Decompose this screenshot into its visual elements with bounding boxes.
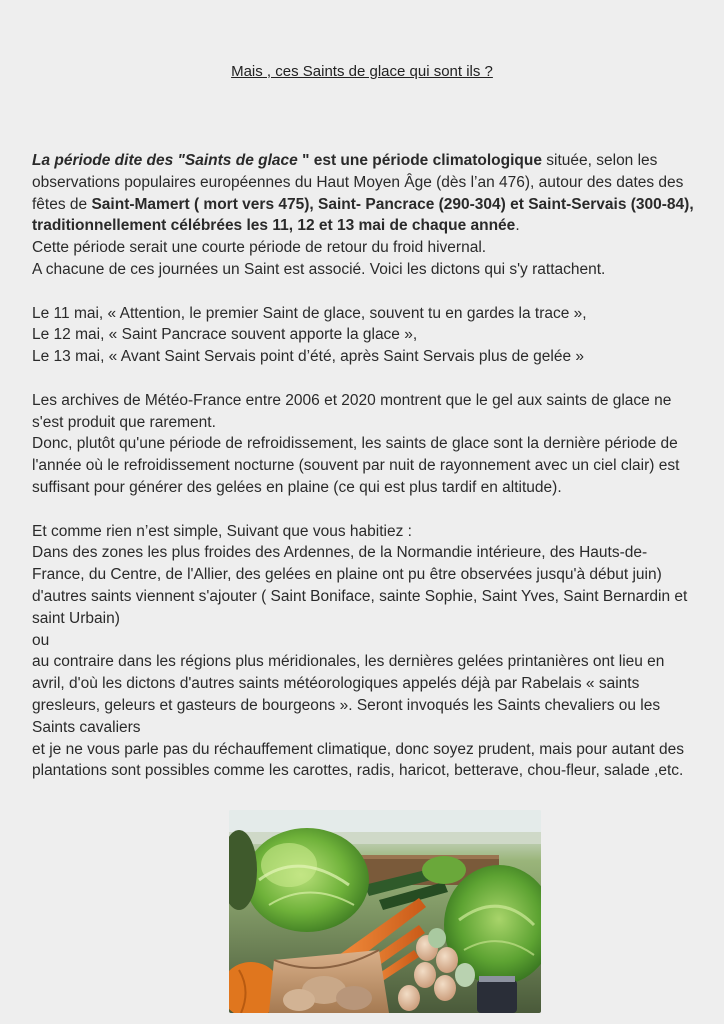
dicton-line: Le 13 mai, « Avant Saint Servais point d’été, après Saint Servais plus de gelée » <box>32 348 585 366</box>
spacer <box>32 368 696 390</box>
regions-paragraph: Et comme rien n’est simple, Suivant que vous habitiez : <box>32 522 412 540</box>
intro-saints: Saint-Mamert ( mort vers 475), Saint- Pancrace (290-304) et Saint-Servais (300-84), traditionnellement célébrées les 11, 12 et 13 mai de chaque année <box>32 195 694 235</box>
dicton-line: Le 11 mai, « Attention, le premier Saint de glace, souvent tu en gardes la trace », <box>32 304 587 322</box>
archives-paragraph: Donc, plutôt qu'une période de refroidissement, les saints de glace sont la dernière période de l'année où le refroidissement nocturne (souvent par nuit de rayonnement avec un ciel clair) est suffisant pour générer des gelées en plaine (ce qui est plus tardif en altitude). <box>32 435 680 496</box>
intro-lead-italic: La période dite des "Saints de glace <box>32 152 298 169</box>
archives-paragraph: Les archives de Météo-France entre 2006 et 2020 montrent que le gel aux saints de glace ne s'est produit que rarement. <box>32 391 672 431</box>
intro-lead-bold: est une période climatologique <box>309 152 542 169</box>
intro-text-1: située, selon les observations populaires européennes du Haut Moyen Âge (dès l’an 476), autour des dates des fêtes de <box>32 152 684 213</box>
regions-paragraph: au contraire dans les régions plus méridionales, les dernières gelées printanières ont lieu en avril, d'où les dictons d'autres saints météorologiques appelés déjà par Rabelais « saints gresleurs, geleurs et gasteurs de bourgeons ». Seront invoqués les Saints chevaliers ou les Saints cavaliers <box>32 653 665 736</box>
regions-paragraph: et je ne vous parle pas du réchauffement climatique, donc soyez prudent, mais pour autant des plantations sont possibles comme les carottes, radis, haricot, betterave, chou-fleur, salade ,etc. <box>32 740 684 780</box>
spacer <box>32 499 696 521</box>
intro-lead-quote: " <box>297 152 310 169</box>
vegetables-illustration <box>229 810 541 1013</box>
vegetables-photo <box>229 810 541 1013</box>
dicton-line: Le 12 mai, « Saint Pancrace souvent apporte la glace », <box>32 326 418 344</box>
regions-paragraph: ou <box>32 631 50 649</box>
intro-paragraph <box>32 150 696 237</box>
regions-paragraph: Dans des zones les plus froides des Ardennes, de la Normandie intérieure, des Hauts-de-France, du Centre, de l'Allier, des gelées en plaine ont pu être observées jusqu'à début juin) d'autres saints viennent s'ajouter ( Saint Boniface, sainte Sophie, Saint Yves, Saint Bernardin et saint Urbain) <box>32 544 688 627</box>
page-title: Mais , ces Saints de glace qui sont ils ? <box>231 63 493 80</box>
article-body <box>32 150 696 782</box>
paragraph-line: A chacune de ces journées un Saint est associé. Voici les dictons qui s'y rattachent. <box>32 260 606 278</box>
paragraph-line: Cette période serait une courte période de retour du froid hivernal. <box>32 239 487 257</box>
intro-text-2: . <box>515 217 520 235</box>
spacer <box>32 281 696 303</box>
